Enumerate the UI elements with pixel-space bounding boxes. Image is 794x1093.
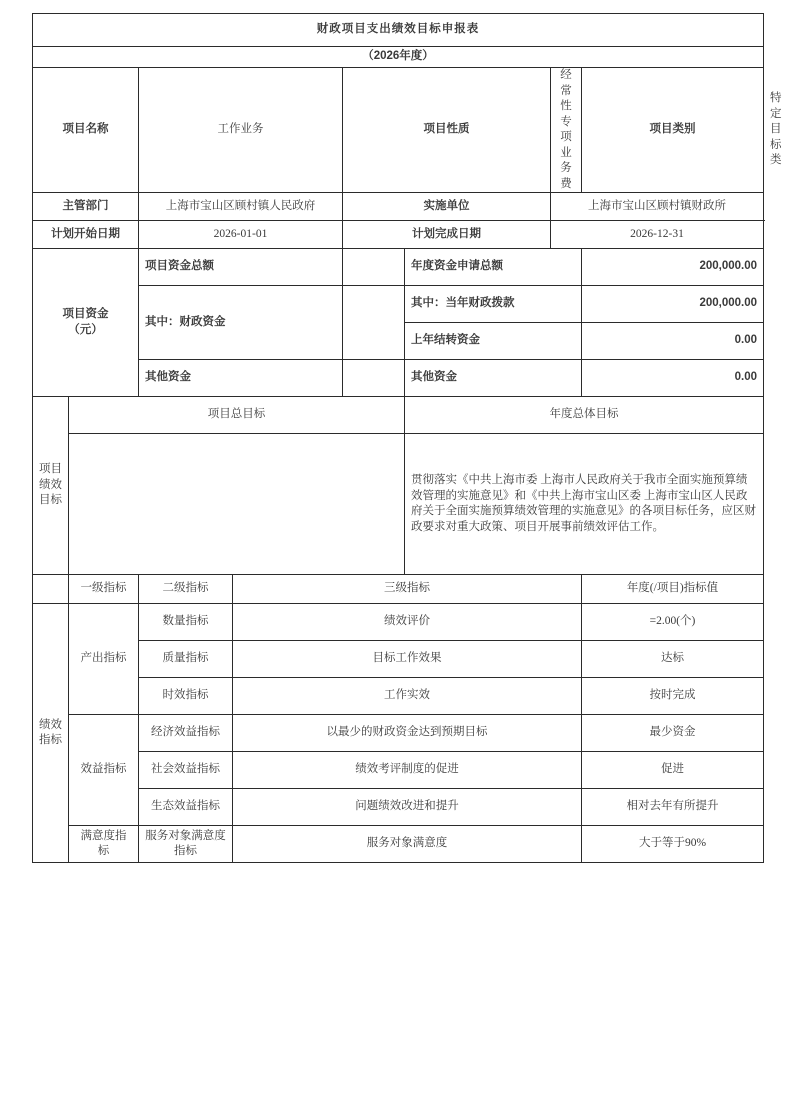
level1-benefit: 效益指标 bbox=[69, 715, 139, 826]
level3-social: 绩效考评制度的促进 bbox=[233, 752, 582, 789]
value-total-project-funds bbox=[343, 249, 405, 286]
funding-section-label bbox=[33, 249, 139, 397]
text-overall-goal bbox=[69, 434, 405, 575]
department-row bbox=[33, 193, 764, 221]
level1-output: 产出指标 bbox=[69, 604, 139, 715]
title-row bbox=[33, 14, 764, 47]
indicator-side-label-spacer bbox=[33, 575, 69, 604]
value-annual-apply-total: 200,000.00 bbox=[582, 249, 764, 286]
indicator-row bbox=[33, 826, 764, 863]
performance-target-form bbox=[32, 13, 782, 863]
level2-social: 社会效益指标 bbox=[139, 752, 233, 789]
dates-row bbox=[33, 221, 764, 249]
label-end-date: 计划完成日期 bbox=[343, 221, 551, 249]
value-project-nature: 经常性专项业务费 bbox=[551, 68, 582, 193]
label-project-nature: 项目性质 bbox=[343, 68, 551, 193]
value-economic: 最少资金 bbox=[582, 715, 764, 752]
label-carryover-funds: 上年结转资金 bbox=[405, 323, 582, 360]
label-implementing-unit: 实施单位 bbox=[343, 193, 551, 221]
indicator-row bbox=[33, 752, 764, 789]
column-header-value: 年度(/项目)指标值 bbox=[582, 575, 764, 604]
value-social: 促进 bbox=[582, 752, 764, 789]
level3-satisfaction: 服务对象满意度 bbox=[233, 826, 582, 863]
column-header-level2: 二级指标 bbox=[139, 575, 233, 604]
label-department: 主管部门 bbox=[33, 193, 139, 221]
value-carryover-funds: 0.00 bbox=[582, 323, 764, 360]
value-timeliness: 按时完成 bbox=[582, 678, 764, 715]
level3-ecological: 问题绩效改进和提升 bbox=[233, 789, 582, 826]
indicator-header-row bbox=[33, 575, 764, 604]
label-annual-apply-total: 年度资金申请总额 bbox=[405, 249, 582, 286]
goals-side-label: 项目绩效目标 bbox=[33, 397, 69, 575]
funding-row-total bbox=[33, 249, 764, 286]
level2-satisfaction: 服务对象满意度指标 bbox=[139, 826, 233, 863]
column-header-level3: 三级指标 bbox=[233, 575, 582, 604]
value-ecological: 相对去年有所提升 bbox=[582, 789, 764, 826]
header-annual-goal: 年度总体目标 bbox=[405, 397, 764, 434]
level2-timeliness: 时效指标 bbox=[139, 678, 233, 715]
level3-economic: 以最少的财政资金达到预期目标 bbox=[233, 715, 582, 752]
value-project-name: 工作业务 bbox=[139, 68, 343, 193]
value-other-funds-left bbox=[343, 360, 405, 397]
label-other-funds-right: 其他资金 bbox=[405, 360, 582, 397]
funding-section-label-line2: （元） bbox=[68, 323, 103, 336]
value-other-funds-right: 0.00 bbox=[582, 360, 764, 397]
indicator-row bbox=[33, 715, 764, 752]
goals-body-row bbox=[33, 434, 764, 575]
level3-quantity: 绩效评价 bbox=[233, 604, 582, 641]
value-department: 上海市宝山区顾村镇人民政府 bbox=[139, 193, 343, 221]
project-basic-row: 项目名称 工作业务 项目性质 经常性专项业务费 项目类别 特定目标类 bbox=[33, 68, 764, 193]
value-start-date: 2026-01-01 bbox=[139, 221, 343, 249]
level2-quality: 质量指标 bbox=[139, 641, 233, 678]
value-end-date: 2026-12-31 bbox=[551, 221, 764, 249]
label-total-project-funds: 项目资金总额 bbox=[139, 249, 343, 286]
label-fiscal-funds: 其中：财政资金 bbox=[139, 286, 343, 360]
form-page bbox=[32, 13, 782, 863]
value-current-year-appropriation: 200,000.00 bbox=[582, 286, 764, 323]
subtitle-row bbox=[33, 47, 764, 68]
level2-quantity: 数量指标 bbox=[139, 604, 233, 641]
indicators-side-label: 绩效指标 bbox=[33, 604, 69, 863]
indicator-row bbox=[33, 641, 764, 678]
goals-header-row bbox=[33, 397, 764, 434]
funding-row-other bbox=[33, 360, 764, 397]
header-overall-goal: 项目总目标 bbox=[69, 397, 405, 434]
value-quantity: =2.00(个) bbox=[582, 604, 764, 641]
fiscal-year-subtitle: （2026年度） bbox=[33, 47, 764, 68]
level3-quality: 目标工作效果 bbox=[233, 641, 582, 678]
text-annual-goal: 贯彻落实《中共上海市委 上海市人民政府关于我市全面实施预算绩效管理的实施意见》和《中共上海市宝山区委 上海市宝山区人民政府关于全面实施预算绩效管理的实施意见》的各项目标任务，应区财政要求对重大政策、项目开展事前绩效评估工作。 bbox=[405, 434, 764, 575]
value-fiscal-funds bbox=[343, 286, 405, 360]
label-project-category: 项目类别 bbox=[582, 68, 764, 193]
value-satisfaction: 大于等于90% bbox=[582, 826, 764, 863]
indicator-row bbox=[33, 678, 764, 715]
label-current-year-appropriation: 其中：当年财政拨款 bbox=[405, 286, 582, 323]
level1-satisfaction: 满意度指标 bbox=[69, 826, 139, 863]
page-title: 财政项目支出绩效目标申报表 bbox=[33, 14, 764, 47]
label-project-name: 项目名称 bbox=[33, 68, 139, 193]
label-start-date: 计划开始日期 bbox=[33, 221, 139, 249]
level2-ecological: 生态效益指标 bbox=[139, 789, 233, 826]
level2-economic: 经济效益指标 bbox=[139, 715, 233, 752]
funding-section-label-line1: 项目资金 bbox=[62, 308, 109, 321]
column-header-level1: 一级指标 bbox=[69, 575, 139, 604]
value-quality: 达标 bbox=[582, 641, 764, 678]
level3-timeliness: 工作实效 bbox=[233, 678, 582, 715]
indicator-row bbox=[33, 604, 764, 641]
funding-row-fiscal bbox=[33, 286, 764, 323]
label-other-funds-left: 其他资金 bbox=[139, 360, 343, 397]
value-implementing-unit: 上海市宝山区顾村镇财政所 bbox=[551, 193, 764, 221]
indicator-row bbox=[33, 789, 764, 826]
